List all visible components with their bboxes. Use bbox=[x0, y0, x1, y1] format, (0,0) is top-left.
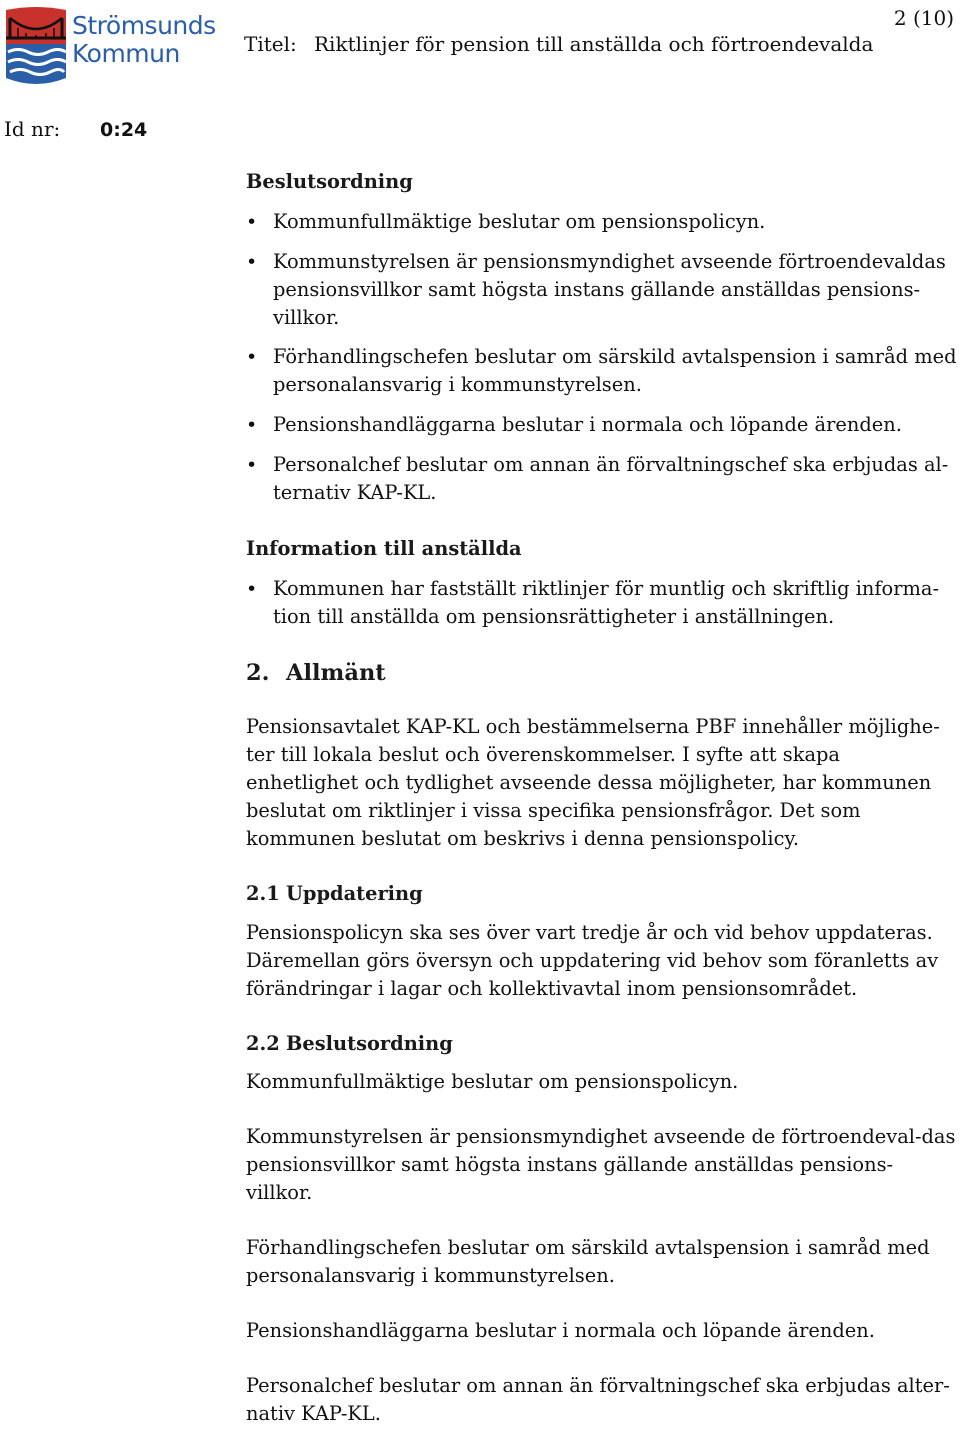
logo-line-2: Kommun bbox=[72, 39, 180, 68]
subsection-title: Uppdatering bbox=[286, 882, 423, 905]
page-number: 2 (10) bbox=[893, 6, 954, 30]
subsection-number: 2.1 bbox=[246, 882, 280, 905]
logo-line-1: Strömsunds bbox=[72, 11, 216, 40]
beslutsordning-paragraph: Pensionshandläggarna beslutar i normala och löpande ärenden. bbox=[246, 1319, 875, 1342]
list-item: • Personalchef beslutar om annan än förvaltningschef ska erbjudas al-ternativ KAP-KL. bbox=[246, 451, 958, 507]
subsection-heading-uppdatering bbox=[246, 880, 958, 908]
information-list bbox=[246, 575, 958, 631]
id-value: 0:24 bbox=[100, 119, 148, 141]
chapter-heading-allmant bbox=[246, 658, 958, 688]
list-item: • Kommunstyrelsen är pensionsmyndighet avseende förtroendevaldas pensionsvillkor samt högsta instans gällande anställdas pensions-villkor. bbox=[246, 248, 958, 332]
id-label: Id nr: bbox=[4, 117, 61, 141]
subsection-title: Beslutsordning bbox=[286, 1032, 453, 1055]
chapter-title: Allmänt bbox=[286, 660, 386, 686]
list-item: • Pensionshandläggarna beslutar i normala och löpande ärenden. bbox=[246, 411, 958, 439]
subsection-number: 2.2 bbox=[246, 1032, 280, 1055]
subsection-heading-beslutsordning bbox=[246, 1030, 958, 1058]
beslutsordning-paragraph: Förhandlingschefen beslutar om särskild avtalspension i samråd med personalansvarig i kommunstyrelsen. bbox=[246, 1236, 930, 1287]
beslutsordning-list bbox=[246, 208, 958, 507]
uppdatering-paragraph: Pensionspolicyn ska ses över vart tredje år och vid behov uppdateras. Däremellan görs översyn och uppdatering vid behov som föranletts av förändringar i lagar och kollektivavtal inom pensionsområdet. bbox=[246, 921, 939, 1000]
chapter-number: 2. bbox=[246, 660, 270, 686]
beslutsordning-paragraph: Kommunfullmäktige beslutar om pensionspolicyn. bbox=[246, 1070, 739, 1093]
beslutsordning-paragraph: Kommunstyrelsen är pensionsmyndighet avseende de förtroendeval-das pensionsvillkor samt högsta instans gällande anställdas pensions-villkor. bbox=[246, 1125, 956, 1204]
allmant-paragraph: Pensionsavtalet KAP-KL och bestämmelserna PBF innehåller möjlighe-ter till lokala beslut och överenskommelser. I syfte att skapa enhetlighet och tydlighet avseende dessa möjligheter, har kommunen beslutat om riktlinjer i vissa specifika pensionsfrågor. Det som kommunen beslutat om beskrivs i denna pensionspolicy. bbox=[246, 715, 940, 850]
document-title bbox=[244, 32, 873, 56]
section-heading-information: Information till anställda bbox=[246, 537, 522, 560]
beslutsordning-paragraph: Personalchef beslutar om annan än förvaltningschef ska erbjudas alter-nativ KAP-KL. bbox=[246, 1374, 950, 1425]
section-heading-beslutsordning: Beslutsordning bbox=[246, 170, 413, 193]
document-body bbox=[246, 168, 958, 1428]
logo-wordmark bbox=[72, 12, 216, 68]
list-item: • Kommunfullmäktige beslutar om pensionspolicyn. bbox=[246, 208, 958, 236]
strömsunds-kommun-logo bbox=[4, 6, 216, 86]
list-item: • Förhandlingschefen beslutar om särskild avtalspension i samråd med personalansvarig i kommunstyrelsen. bbox=[246, 343, 958, 399]
document-id bbox=[4, 117, 147, 141]
municipality-emblem-icon bbox=[4, 6, 68, 86]
title-text: Riktlinjer för pension till anställda och förtroendevalda bbox=[314, 32, 874, 56]
list-item: • Kommunen har fastställt riktlinjer för muntlig och skriftlig informa-tion till anställda om pensionsrättigheter i anställningen. bbox=[246, 575, 958, 631]
title-label: Titel: bbox=[244, 32, 297, 56]
